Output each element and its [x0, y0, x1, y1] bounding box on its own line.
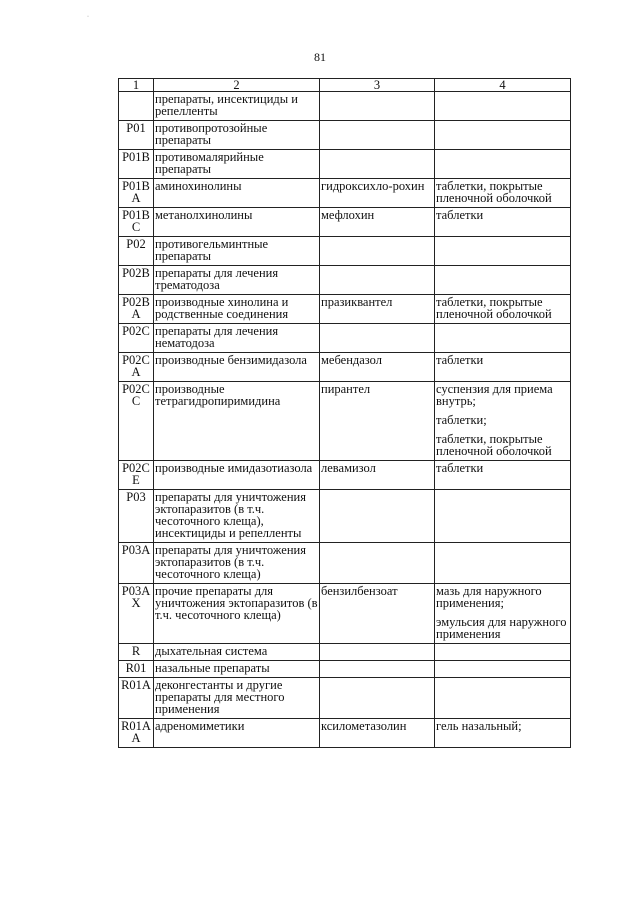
- inn-cell: [320, 490, 435, 543]
- group-name-cell: противомалярийные препараты: [154, 150, 320, 179]
- dosage-form-cell: [435, 266, 571, 295]
- group-name-cell: метанолхинолины: [154, 208, 320, 237]
- group-name-cell: прочие препараты для уничтожения эктопаразитов (в т.ч. чесоточного клеща): [154, 584, 320, 644]
- group-name-cell: препараты для лечения трематодоза: [154, 266, 320, 295]
- group-name-cell: производные бензимидазола: [154, 353, 320, 382]
- inn-cell: гидроксихло-рохин: [320, 179, 435, 208]
- inn-cell: [320, 543, 435, 584]
- table-row: [119, 237, 571, 266]
- group-name-cell: препараты, инсектициды и репелленты: [154, 92, 320, 121]
- dosage-form-cell: [435, 324, 571, 353]
- dosage-form-cell: [435, 92, 571, 121]
- table-row: [119, 461, 571, 490]
- atc-code-cell: P03A X: [119, 584, 154, 644]
- inn-cell: [320, 121, 435, 150]
- group-name-cell: деконгестанты и другие препараты для местного применения: [154, 678, 320, 719]
- dosage-form-cell: [435, 644, 571, 661]
- dosage-form-item: таблетки, покрытые пленочной оболочкой: [436, 295, 552, 321]
- group-name-cell: препараты для уничтожения эктопаразитов (в т.ч. чесоточного клеща): [154, 543, 320, 584]
- column-header: 4: [435, 79, 571, 92]
- table-row: [119, 121, 571, 150]
- dosage-form-cell: [435, 353, 571, 382]
- inn-cell: мефлохин: [320, 208, 435, 237]
- group-name-cell: аминохинолины: [154, 179, 320, 208]
- dosage-form-cell: [435, 661, 571, 678]
- group-name-cell: производные хинолина и родственные соединения: [154, 295, 320, 324]
- dosage-form-cell: [435, 719, 571, 748]
- dosage-form-cell: [435, 295, 571, 324]
- atc-code-cell: P01B A: [119, 179, 154, 208]
- table-row: [119, 382, 571, 461]
- atc-code-cell: R01A A: [119, 719, 154, 748]
- dosage-form-item: таблетки;: [436, 413, 487, 427]
- group-name-cell: производные имидазотиазола: [154, 461, 320, 490]
- inn-cell: левамизол: [320, 461, 435, 490]
- table-row: [119, 353, 571, 382]
- table-row: [119, 490, 571, 543]
- inn-cell: ксилометазолин: [320, 719, 435, 748]
- group-name-cell: дыхательная система: [154, 644, 320, 661]
- group-name-cell: производные тетрагидропиримидина: [154, 382, 320, 461]
- dosage-form-item: таблетки, покрытые пленочной оболочкой: [436, 179, 552, 205]
- scan-mark: ·: [87, 14, 89, 20]
- atc-code-cell: P03A: [119, 543, 154, 584]
- dosage-form-cell: [435, 121, 571, 150]
- table-row: [119, 644, 571, 661]
- dosage-form-cell: [435, 461, 571, 490]
- table-header-row: [119, 79, 571, 92]
- table-row: [119, 324, 571, 353]
- dosage-form-item: таблетки: [436, 208, 484, 222]
- group-name-cell: препараты для уничтожения эктопаразитов (в т.ч. чесоточного клеща), инсектициды и репелленты: [154, 490, 320, 543]
- group-name-cell: назальные препараты: [154, 661, 320, 678]
- table-row: [119, 661, 571, 678]
- atc-code-cell: P02C E: [119, 461, 154, 490]
- dosage-form-item: таблетки, покрытые пленочной оболочкой: [436, 432, 552, 458]
- table-row: [119, 678, 571, 719]
- group-name-cell: противопротозойные препараты: [154, 121, 320, 150]
- page-number: 81: [314, 50, 326, 64]
- dosage-form-item: таблетки: [436, 353, 484, 367]
- inn-cell: [320, 678, 435, 719]
- inn-cell: празиквантел: [320, 295, 435, 324]
- dosage-form-cell: [435, 179, 571, 208]
- atc-code-cell: P02C C: [119, 382, 154, 461]
- dosage-form-cell: [435, 543, 571, 584]
- dosage-form-cell: [435, 150, 571, 179]
- dosage-form-cell: [435, 382, 571, 461]
- table-row: [119, 295, 571, 324]
- inn-cell: [320, 92, 435, 121]
- table-row: [119, 150, 571, 179]
- table-row: [119, 543, 571, 584]
- inn-cell: бензилбензоат: [320, 584, 435, 644]
- dosage-form-cell: [435, 584, 571, 644]
- table-row: [119, 92, 571, 121]
- column-header: 3: [320, 79, 435, 92]
- dosage-form-cell: [435, 208, 571, 237]
- dosage-form-cell: [435, 237, 571, 266]
- table-row: [119, 208, 571, 237]
- dosage-form-cell: [435, 490, 571, 543]
- dosage-form-item: мазь для наружного применения;: [436, 584, 542, 610]
- atc-code-cell: P01: [119, 121, 154, 150]
- column-header: 1: [119, 79, 154, 92]
- atc-code-cell: R01: [119, 661, 154, 678]
- inn-cell: [320, 266, 435, 295]
- atc-code-cell: P02: [119, 237, 154, 266]
- inn-cell: [320, 150, 435, 179]
- dosage-form-item: суспензия для приема внутрь;: [436, 382, 553, 408]
- drug-table: [118, 78, 571, 748]
- inn-cell: [320, 661, 435, 678]
- inn-cell: [320, 644, 435, 661]
- dosage-form-item: гель назальный;: [436, 719, 522, 733]
- atc-code-cell: P02C: [119, 324, 154, 353]
- dosage-form-item: таблетки: [436, 461, 484, 475]
- inn-cell: [320, 324, 435, 353]
- atc-code-cell: P02B A: [119, 295, 154, 324]
- table-row: [119, 266, 571, 295]
- atc-code-cell: P01B C: [119, 208, 154, 237]
- group-name-cell: противогельминтные препараты: [154, 237, 320, 266]
- dosage-form-cell: [435, 678, 571, 719]
- inn-cell: пирантел: [320, 382, 435, 461]
- atc-code-cell: R: [119, 644, 154, 661]
- inn-cell: мебендазол: [320, 353, 435, 382]
- dosage-form-item: эмульсия для наружного применения: [436, 615, 567, 641]
- table-row: [119, 179, 571, 208]
- atc-code-cell: P01B: [119, 150, 154, 179]
- column-header: 2: [154, 79, 320, 92]
- table-row: [119, 584, 571, 644]
- atc-code-cell: P02B: [119, 266, 154, 295]
- table-row: [119, 719, 571, 748]
- atc-code-cell: R01A: [119, 678, 154, 719]
- atc-code-cell: [119, 92, 154, 121]
- atc-code-cell: P03: [119, 490, 154, 543]
- atc-code-cell: P02C A: [119, 353, 154, 382]
- group-name-cell: препараты для лечения нематодоза: [154, 324, 320, 353]
- group-name-cell: адреномиметики: [154, 719, 320, 748]
- inn-cell: [320, 237, 435, 266]
